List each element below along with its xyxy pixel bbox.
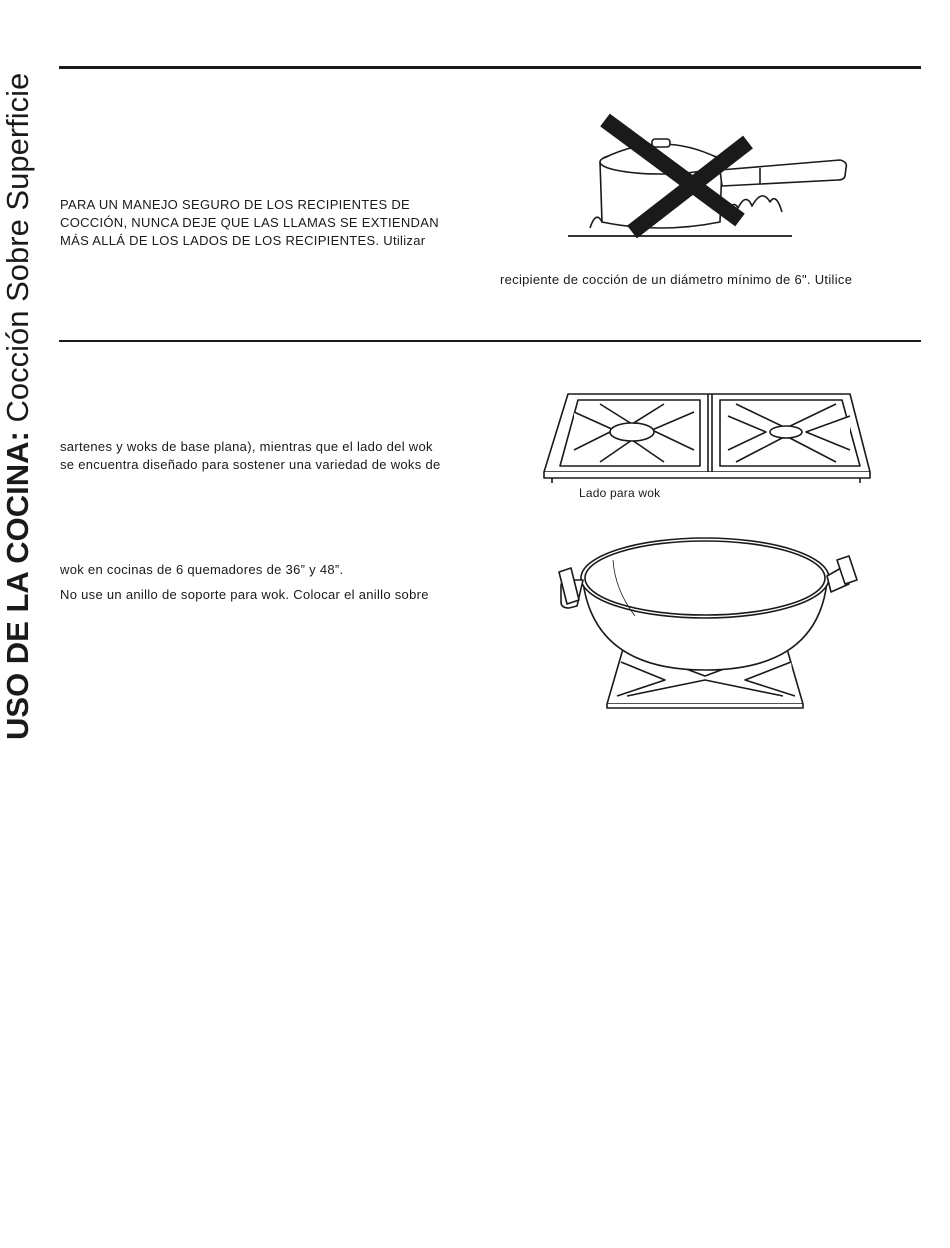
- warning-line: COCCIÓN, NUNCA DEJE QUE LAS LLAMAS SE EXTIENDAN: [60, 215, 439, 230]
- text-line: se encuentra diseñado para sostener una variedad de woks de: [60, 457, 441, 472]
- side-title-light: Cocción Sobre Superficie: [0, 72, 35, 423]
- reversible-grate-illustration: [540, 390, 875, 485]
- warning-line: PARA UN MANEJO SEGURO DE LOS RECIPIENTES DE: [60, 197, 411, 212]
- warning-line: MÁS ALLÁ DE LOS LADOS DE LOS RECIPIENTES. Utilizar: [60, 233, 426, 248]
- wok-grate-text: [60, 438, 500, 474]
- side-title: [2, 73, 34, 740]
- wok-side-caption: Lado para wok: [579, 486, 661, 500]
- top-divider: [59, 66, 921, 69]
- wok-on-grate-illustration: [555, 520, 860, 710]
- crossed-pot-illustration: [560, 110, 860, 245]
- text-line: sartenes y woks de base plana), mientras que el lado del wok: [60, 439, 433, 454]
- wok-ring-warning: No use un anillo de soporte para wok. Colocar el anillo sobre: [60, 587, 429, 602]
- section-divider: [59, 340, 921, 342]
- side-title-bold: USO DE LA COCINA:: [0, 431, 35, 740]
- flame-warning: [60, 196, 500, 250]
- wok-burner-text: wok en cocinas de 6 quemadores de 36” y 48”.: [60, 562, 344, 577]
- cookware-diameter-text: recipiente de cocción de un diámetro mínimo de 6". Utilice: [500, 272, 853, 287]
